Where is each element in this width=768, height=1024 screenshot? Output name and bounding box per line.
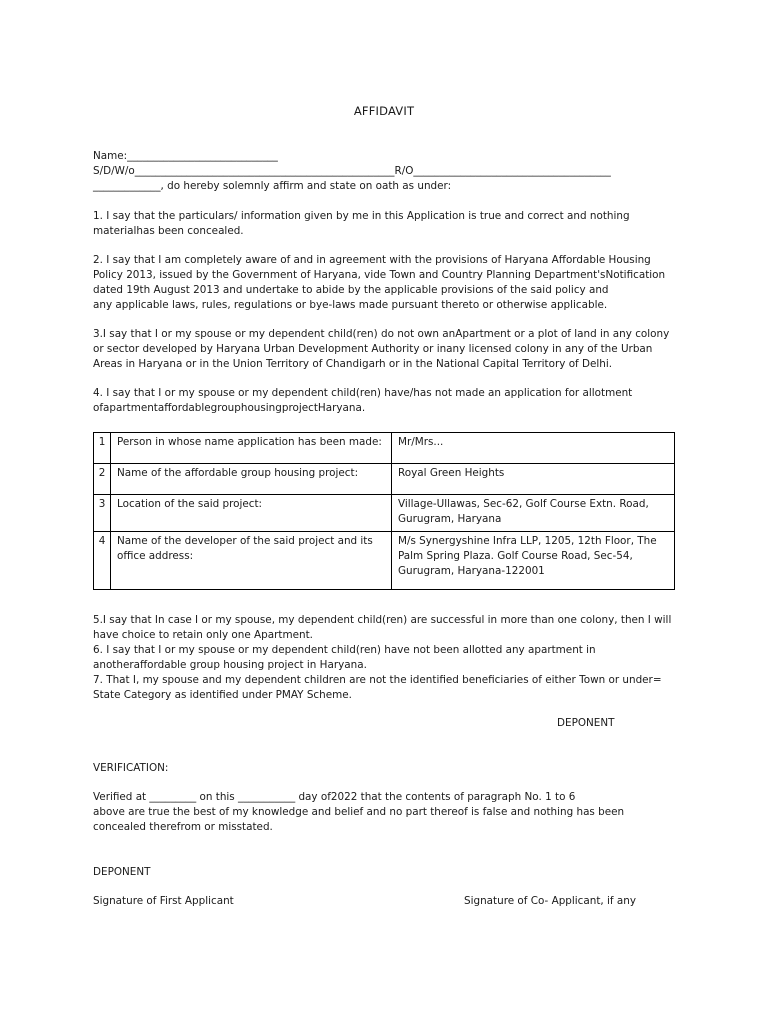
row-value: Mr/Mrs... [392,433,675,464]
table-row [94,532,675,590]
paragraph-1: 1. I say that the particulars/ information given by me in this Application is true and correct and nothing materialhas been concealed. [93,210,630,237]
verification-heading: VERIFICATION: [93,762,169,774]
row-number: 1 [94,433,111,464]
row-value: Village-Ullawas, Sec-62, Golf Course Extn. Road, Gurugram, Haryana [392,495,675,532]
paragraphs-5-to-7: 5.I say that In case I or my spouse, my dependent child(ren) are successful in more than one colony, then I will have choice to retain only one Apartment. 6. I say that I or my spouse or my dependent child(ren) have not been allotted any apartment in anotheraffordable group housing project in Haryana. 7. That I, my spouse and my dependent children are not the identified beneficiaries of either Town or under= State Category as identified under PMAY Scheme. [93,614,672,701]
paragraph-3: 3.I say that I or my spouse or my dependent child(ren) do not own anApartment or a plot of land in any colony or sector developed by Haryana Urban Development Authority or inany licensed colony in any of the Urban Areas in Haryana or in the Union Territory of Chandigarh or in the National Capital Territory of Delhi. [93,328,670,370]
verification-text: Verified at _________ on this ___________ day of2022 that the contents of paragraph No. 1 to 6 above are true the best of my knowledge and belief and no part thereof is false and nothing has been concealed therefrom or misstated. [93,791,625,833]
paragraph-4: 4. I say that I or my spouse or my dependent child(ren) have/has not made an application for allotment ofapartmentaffordablegrouphousingprojectHaryana. [93,387,633,414]
table-row [94,495,675,532]
deponent-label: DEPONENT [557,717,615,729]
deponent-label: DEPONENT [93,866,151,878]
affirm-line: _____________, do hereby solemnly affirm and state on oath as under: [93,180,452,192]
row-number: 4 [94,532,111,590]
table-row [94,433,675,464]
name-line: Name:_____________________________ [93,150,278,162]
row-value: M/s Synergyshine Infra LLP, 1205, 12th Floor, The Palm Spring Plaza. Golf Course Road, Sec-54, Gurugram, Haryana-122001 [392,532,675,590]
row-label: Person in whose name application has been made: [111,433,392,464]
relation-line: S/D/W/o__________________________________________________R/O______________________________________ [93,165,611,177]
project-details-table [93,432,675,590]
paragraph-2: 2. I say that I am completely aware of and in agreement with the provisions of Haryana Affordable Housing Policy 2013, issued by the Government of Haryana, vide Town and Country Planning Department'sNotification dated 19th August 2013 and undertake to abide by the applicable provisions of the said policy and any applicable laws, rules, regulations or bye-laws made pursuant thereto or otherwise applicable. [93,254,666,311]
table-row [94,464,675,495]
row-number: 2 [94,464,111,495]
row-value: Royal Green Heights [392,464,675,495]
row-label: Name of the developer of the said project and its office address: [111,532,392,590]
first-applicant-signature: Signature of First Applicant [93,895,234,907]
document-title: AFFIDAVIT [353,104,415,118]
row-number: 3 [94,495,111,532]
co-applicant-signature: Signature of Co- Applicant, if any [464,895,636,907]
row-label: Location of the said project: [111,495,392,532]
row-label: Name of the affordable group housing project: [111,464,392,495]
